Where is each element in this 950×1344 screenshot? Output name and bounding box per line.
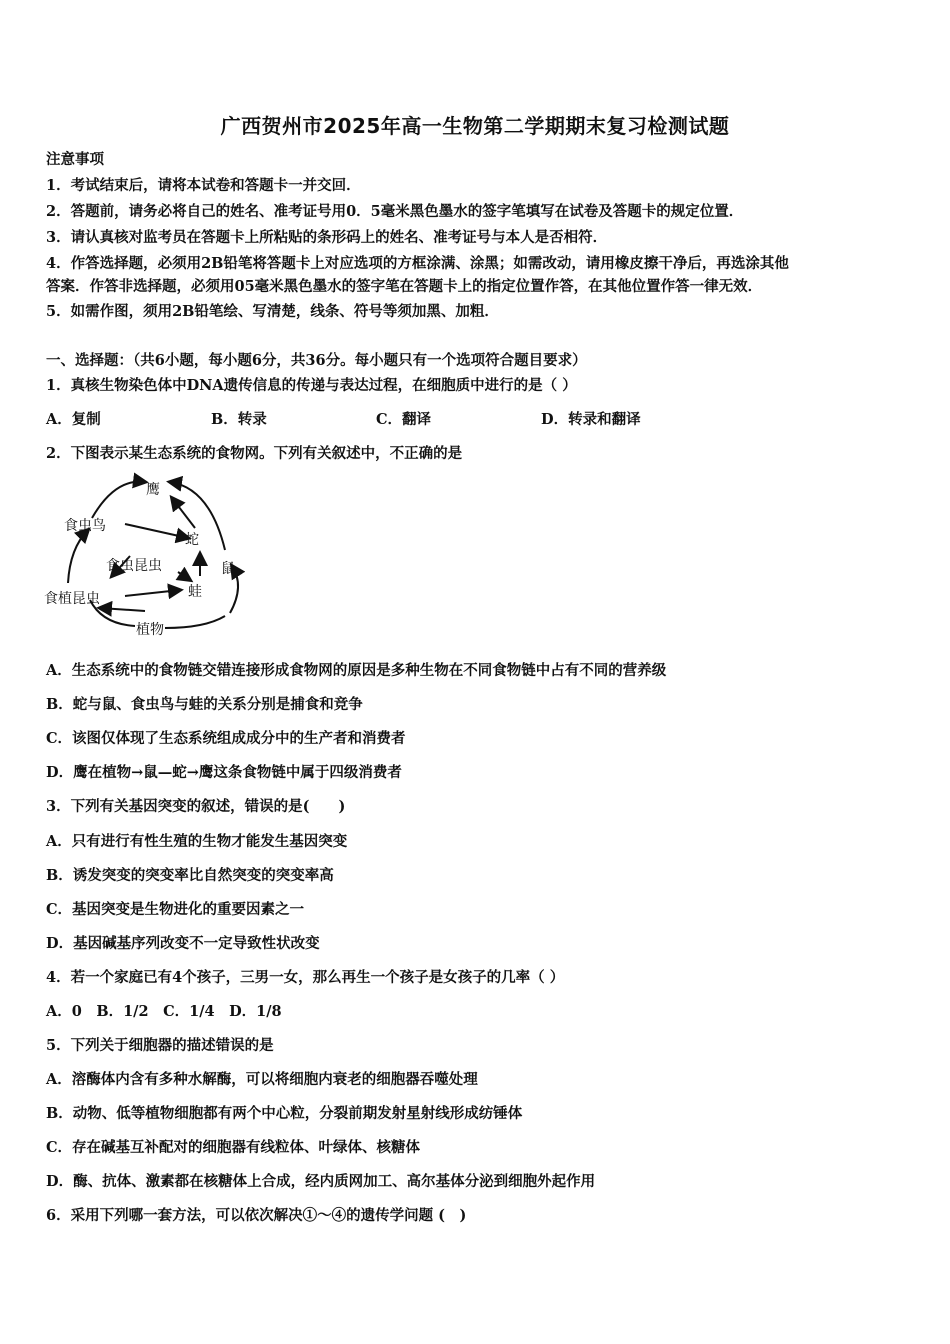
arrow-plant-herbivore [100, 608, 145, 611]
notice-item-4-cont: 答案．作答非选择题，必须用05毫米黑色墨水的签字笔在答题卡上的指定位置作答，在其他位置作答一律无效． [46, 278, 763, 295]
q3-stem: 3．下列有关基因突变的叙述，错误的是( ) [46, 798, 346, 815]
q5-option-a: A．溶酶体内含有多种水解酶，可以将细胞内衰老的细胞器吞噬处理 [46, 1071, 478, 1088]
notice-item-1: 1．考试结束后，请将本试卷和答题卡一并交回． [46, 177, 361, 194]
notice-item-4: 4．作答选择题，必须用2B铅笔将答题卡上对应选项的方框涂满、涂黑；如需改动，请用橡皮擦干净后，再选涂其他 [46, 255, 789, 272]
arc-plant-right [165, 616, 225, 628]
label-snake: 蛇 [185, 532, 199, 548]
q1-option-b: B．转录 [211, 411, 267, 428]
arrow-insectbird-snake [125, 524, 188, 538]
q2-stem: 2．下图表示某生态系统的食物网。下列有关叙述中，不正确的是 [46, 445, 463, 462]
q3-option-c: C．基因突变是生物进化的重要因素之一 [46, 901, 305, 918]
q5-option-c: C．存在碱基互补配对的细胞器有线粒体、叶绿体、核糖体 [46, 1139, 421, 1156]
label-eagle: 鹰 [146, 482, 160, 498]
q6-stem: 6．采用下列哪一套方法，可以依次解决①～④的遗传学问题 ( ) [46, 1207, 467, 1224]
arrow-herbivore-frog [125, 590, 180, 596]
section-heading: 一、选择题：（共6小题，每小题6分，共36分。每小题只有一个选项符合题目要求） [46, 352, 587, 369]
q5-option-d: D．酶、抗体、激素都在核糖体上合成，经内质网加工、高尔基体分泌到细胞外起作用 [46, 1173, 596, 1190]
label-herbivore-insect: 食植昆虫 [44, 591, 100, 607]
page-title: 广西贺州市2025年高一生物第二学期期末复习检测试题 [220, 114, 730, 138]
notice-item-5: 5．如需作图，须用2B铅笔绘、写清楚，线条、符号等须加黑、加粗． [46, 303, 499, 320]
notice-heading: 注意事项 [46, 151, 104, 168]
q5-stem: 5．下列关于细胞器的描述错误的是 [46, 1037, 274, 1054]
q1-option-c: C．翻译 [376, 411, 432, 428]
q3-option-b: B．诱发突变的突变率比自然突变的突变率高 [46, 867, 334, 884]
q4-stem: 4．若一个家庭已有4个孩子，三男一女，那么再生一个孩子是女孩子的几率（ ） [46, 969, 565, 986]
food-web-svg [40, 468, 260, 648]
q1-stem: 1．真核生物染色体中DNA遗传信息的传递与表达过程，在细胞质中进行的是（ ） [46, 377, 577, 394]
arrow-herbivore-insectbird [68, 530, 88, 583]
q2-option-d: D．鹰在植物→鼠—蛇→鹰这条食物链中属于四级消费者 [46, 764, 402, 781]
q1-option-d: D．转录和翻译 [541, 411, 641, 428]
arrow-snake-eagle [172, 498, 195, 528]
q3-option-a: A．只有进行有性生殖的生物才能发生基因突变 [46, 833, 348, 850]
label-plant: 植物 [136, 622, 164, 638]
q5-option-b: B．动物、低等植物细胞都有两个中心粒，分裂前期发射星射线形成纺锤体 [46, 1105, 523, 1122]
notice-item-2: 2．答题前，请务必将自己的姓名、准考证号用0．5毫米黑色墨水的签字笔填写在试卷及答题卡的规定位置． [46, 203, 744, 220]
notice-item-3: 3．请认真核对监考员在答题卡上所粘贴的条形码上的姓名、准考证号与本人是否相符． [46, 229, 608, 246]
q3-option-d: D．基因碱基序列改变不一定导致性状改变 [46, 935, 320, 952]
label-insect-eater: 食虫昆虫 [106, 558, 162, 574]
q2-option-a: A．生态系统中的食物链交错连接形成食物网的原因是多种生物在不同食物链中占有不同的营养级 [46, 662, 667, 679]
label-insect-bird: 食虫鸟 [64, 518, 106, 534]
q1-options [46, 410, 916, 430]
q1-option-a: A．复制 [46, 411, 101, 428]
label-mouse: 鼠 [221, 561, 235, 577]
q2-option-c: C．该图仅体现了生态系统组成成分中的生产者和消费者 [46, 730, 406, 747]
arrow-insectbird-eagle [92, 482, 145, 518]
q2-option-b: B．蛇与鼠、食虫鸟与蛙的关系分别是捕食和竞争 [46, 696, 363, 713]
food-web-diagram [40, 468, 260, 648]
label-frog: 蛙 [188, 584, 202, 600]
q4-options: A．0 B．1/2 C．1/4 D．1/8 [46, 1003, 282, 1020]
arrow-insecteater-frog [178, 572, 190, 580]
